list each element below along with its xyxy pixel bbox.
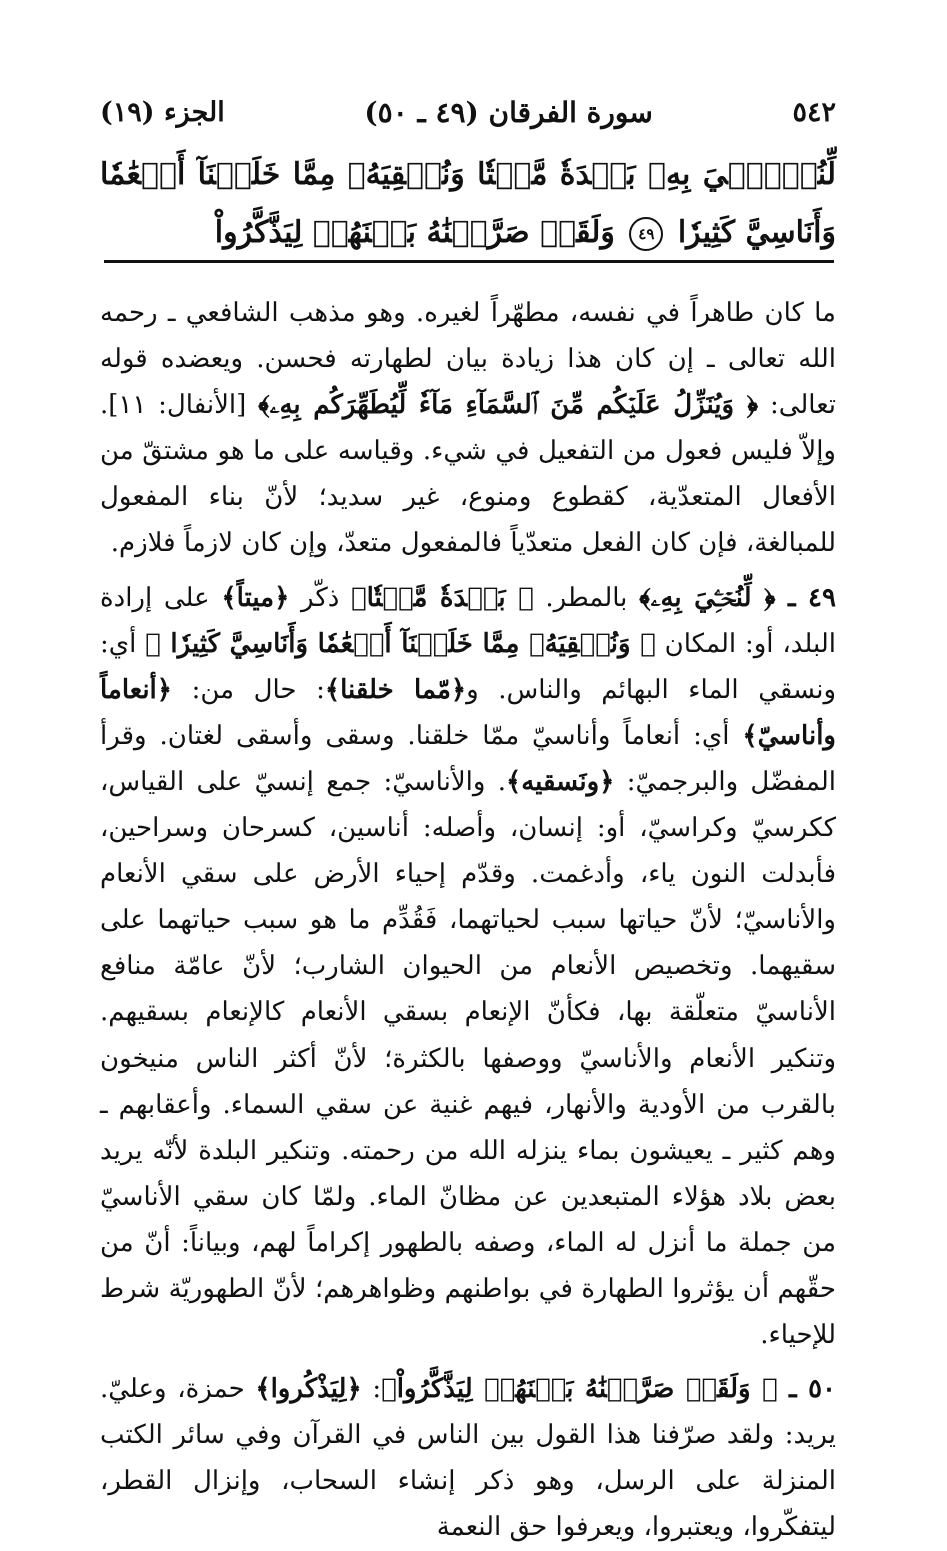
juz-label: الجزء (١٩)	[100, 96, 225, 128]
quran-quote: ﴿ميتاً﴾	[221, 582, 290, 613]
page-header	[100, 90, 836, 134]
text-run: حمزة، وعليّ. يريد: ولقد صرّفنا هذا القول بين الناس في القرآن وفي سائر الكتب المنزلة على الرسل، وهو ذكر إنشاء السحاب، وإنزال القطر، ليتفكّروا، ويعتبروا، ويعرفوا حق النعمة	[100, 1374, 836, 1543]
quran-quote: ﴿ وَلَقَدۡ صَرَّفۡنَٰهُ بَيۡنَهُمۡ لِيَذَّكَّرُواْ﴾	[381, 1374, 778, 1405]
quran-quote: ﴿ بَلۡدَةٗ مَّيۡتٗا﴾	[350, 582, 534, 613]
text-run: أي: أنعاماً وأناسيّ ممّا خلقنا. وسقى وأسقى لغتان. وقرأ المفضّل والبرجميّ:	[100, 720, 836, 797]
text-run: ذكّر	[289, 582, 351, 613]
page-number: ٥٤٢	[792, 96, 836, 128]
ayah-number-marker: ٤٩	[629, 217, 663, 251]
verse-text-after: وَلَقَدۡ صَرَّفۡنَٰهُ بَيۡنَهُمۡ لِيَذَّكَّرُواْ	[214, 215, 615, 250]
verse-ref-number: ٥٠ ـ	[777, 1374, 836, 1405]
text-run: أي: ونسقي الماء البهائم والناس. و	[100, 628, 837, 705]
quran-quote: ﴿مّما خلقنا﴾	[324, 674, 467, 705]
quran-verse-block	[100, 146, 836, 262]
commentary-body	[100, 290, 836, 1551]
text-run: ما كان طاهراً في نفسه، مطهّراً لغيره. وهو مذهب الشافعي ـ رحمه الله تعالى ـ إن كان هذا زيادة بيان لطهارته فحسن. ويعضده قوله تعالى:	[100, 298, 836, 421]
text-run: [الأنفال: ١١]. وإلاّ فليس فعول من التفعيل في شيء. وقياسه على ما هو مشتقّ من الأفعال المتعدّية، كقطوع ومنوع، غير سديد؛ لأنّ بناء المفعول للمبالغة، فإن كان الفعل متعدّياً فالمفعول متعدّ، وإن كان لازماً فلازم.	[100, 390, 836, 559]
quran-quote: ﴿لِيَذْكُروا﴾	[255, 1374, 362, 1405]
quran-quote: ﴿ لِّنُحۡـِۧيَ بِهِۦ﴾	[639, 582, 776, 613]
quran-quote: ﴿ وَيُنَزِّلُ عَلَيۡكُم مِّنَ ٱلسَّمَآءِ مَآءٗ لِّيُطَهِّرَكُم بِهِۦ﴾	[258, 390, 759, 421]
text-run: . والأناسيّ: جمع إنسيّ على القياس، ككرسيّ وكراسيّ، أو: إنسان، وأصله: أناسين، كسرحان وسراحين، فأبدلت النون ياء، وأدغمت. وقدّم إحياء الأرض على سقي الأنعام والأناسيّ؛ لأنّ حياتها سبب لحياتهما، فَقُدِّم ما هو سبب حياتهما على سقيهما. وتخصيص الأنعام من الحيوان الشارب؛ لأنّ عامّة منافع الأناسيّ متعلّقة بها، فكأنّ الإنعام بسقي الأنعام كالإنعام بسقيهم. وتنكير الأنعام والأناسيّ ووصفها بالكثرة؛ لأنّ أكثر الناس منيخون بالقرب من الأودية والأنهار، فيهم غنية عن سقي السماء. وأعقابهم ـ وهم كثير ـ يعيشون بماء ينزله الله من رحمته. وتنكير البلدة لأنّه يريد بعض بلاد هؤلاء المتبعدين عن مظانّ الماء. ولمّا كان سقي الأناسيّ من جملة ما أنزل له الماء، وصفه بالطهور إكراماً لهم، وبياناً: أنّ من حقّهم أن يؤثروا الطهارة في بواطنهم وظواهرهم؛ لأنّ الطهوريّة شرط للإحياء.	[100, 766, 836, 1351]
text-run: بالمطر.	[533, 582, 640, 613]
surah-title: سورة الفرقان (٤٩ ـ ٥٠)	[364, 95, 653, 129]
quran-quote: ﴿ وَنُسۡقِيَهُۥ مِمَّا خَلَقۡنَآ أَنۡعَٰمٗا وَأَنَاسِيَّ كَثِيرٗا ﴾	[145, 628, 656, 659]
verse-ref-number: ٤٩ ـ	[775, 582, 836, 613]
verse-text-before: لِّنُحۡـِۧيَ بِهِۦ بَلۡدَةٗ مَّيۡتٗا وَنُسۡقِيَهُۥ مِمَّا خَلَقۡنَآ أَنۡعَٰمٗا وَأَنَاسِيَّ كَثِيرٗا	[100, 157, 836, 250]
paragraph-3	[100, 1366, 836, 1550]
quran-quote: ﴿أنعاماً وأناسيّ﴾	[100, 674, 836, 751]
verse-divider-line	[104, 260, 834, 263]
text-run: : حال من:	[172, 674, 325, 705]
quran-quote: ﴿ونَسقيه﴾	[506, 766, 615, 797]
paragraph-1	[100, 290, 836, 567]
text-run: على إرادة البلد، أو: المكان	[100, 582, 836, 659]
paragraph-2	[100, 575, 836, 1359]
text-run: :	[361, 1374, 382, 1405]
